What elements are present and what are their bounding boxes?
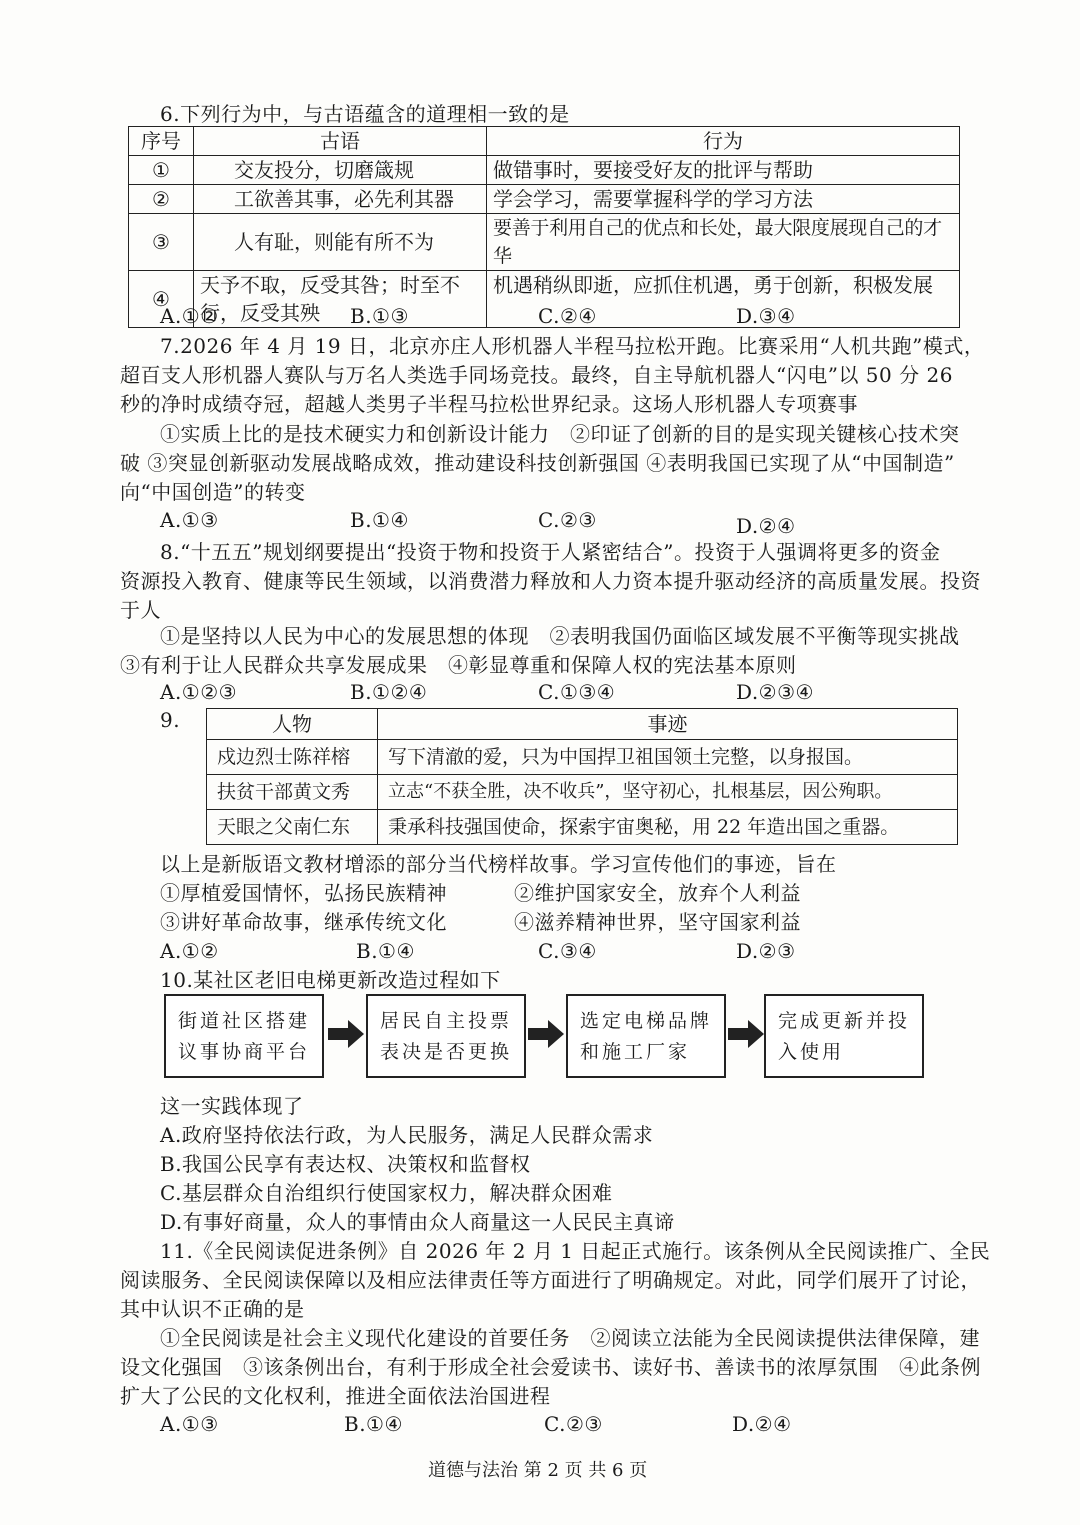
- q9-statement-3: ③讲好革命故事，继承传统文化: [160, 910, 447, 934]
- option-c: C.②③: [544, 1412, 603, 1436]
- col-header-number: 序号: [129, 127, 194, 156]
- option-c: C.①③④: [538, 680, 616, 704]
- option-a: A.①③: [160, 508, 219, 532]
- option-b: B.我国公民享有表达权、决策权和监督权: [160, 1152, 531, 1176]
- q11-line-3: 其中认识不正确的是: [120, 1297, 305, 1321]
- option-d: D.②③: [736, 939, 796, 963]
- option-a: A.①②③: [160, 680, 238, 704]
- col-header-action: 行为: [487, 127, 960, 156]
- arrow-right-icon: [728, 1020, 764, 1048]
- q11-line-1: 11.《全民阅读促进条例》自 2026 年 2 月 1 日起正式施行。该条例从全民阅读推广、全民: [160, 1239, 991, 1263]
- q11-line-2: 阅读服务、全民阅读保障以及相应法律责任等方面进行了明确规定。对此，同学们展开了讨论，: [120, 1268, 981, 1292]
- row-deed: 写下清澈的爱，只为中国捍卫祖国领土完整，以身报国。: [378, 740, 958, 775]
- row-person: 天眼之父南仁东: [207, 810, 378, 845]
- q10-prompt: 这一实践体现了: [160, 1094, 304, 1118]
- row-number: ④: [129, 271, 194, 328]
- row-number: ①: [129, 156, 194, 185]
- q7-statement-3: 向“中国创造”的转变: [120, 480, 306, 504]
- row-action: 学会学习，需要掌握科学的学习方法: [487, 185, 960, 214]
- flow-step-line: 完成更新并投: [778, 1010, 911, 1032]
- flow-step-1: [164, 994, 324, 1078]
- row-deed: 立志“不获全胜，决不收兵”，坚守初心，扎根基层，因公殉职。: [378, 775, 958, 810]
- table-row: [207, 810, 958, 845]
- arrow-right-icon: [328, 1020, 364, 1048]
- row-number: ③: [129, 214, 194, 271]
- flow-step-line: 议事协商平台: [178, 1041, 311, 1063]
- table-header-row: [207, 709, 958, 740]
- flow-step-4: [764, 994, 924, 1078]
- page-footer: 道德与法治 第 2 页 共 6 页: [428, 1460, 648, 1481]
- q9-table: [206, 708, 958, 845]
- q11-statement-1: ①全民阅读是社会主义现代化建设的首要任务 ②阅读立法能为全民阅读提供法律保障，建: [160, 1326, 980, 1350]
- flow-step-3: [566, 994, 726, 1078]
- q8-line-3: 于人: [120, 598, 161, 622]
- flow-step-2: [366, 994, 526, 1078]
- col-header-person: 人物: [207, 709, 378, 740]
- option-d: D.②③④: [736, 680, 814, 704]
- row-saying: 交友投分，切磨箴规: [194, 156, 487, 185]
- row-deed: 秉承科技强国使命，探索宇宙奥秘，用 22 年造出国之重器。: [378, 810, 958, 845]
- q7-line-3: 秒的净时成绩夺冠，超越人类男子半程马拉松世界纪录。这场人形机器人专项赛事: [120, 392, 858, 416]
- q8-line-2: 资源投入教育、健康等民生领域，以消费潜力释放和人力资本提升驱动经济的高质量发展。投资: [120, 569, 981, 593]
- option-d: D.③④: [736, 304, 796, 328]
- q10-stem: 10.某社区老旧电梯更新改造过程如下: [160, 968, 501, 992]
- col-header-deed: 事迹: [378, 709, 958, 740]
- table-row: [207, 740, 958, 775]
- row-saying: 天予不取，反受其咎；时至不行，反受其殃: [194, 271, 487, 328]
- flow-step-line: 选定电梯品牌: [580, 1010, 713, 1032]
- row-saying: 工欲善其事，必先利其器: [194, 185, 487, 214]
- q7-statement-2: 破 ③突显创新驱动发展战略成效，推动建设科技创新强国 ④表明我国已实现了从“中国制造”: [120, 451, 955, 475]
- option-b: B.①④: [350, 508, 409, 532]
- row-person: 扶贫干部黄文秀: [207, 775, 378, 810]
- flow-step-line: 表决是否更换: [380, 1041, 513, 1063]
- option-b: B.①③: [350, 304, 409, 328]
- table-row: [129, 156, 960, 185]
- flow-step-line: 街道社区搭建: [178, 1010, 311, 1032]
- option-b: B.①④: [344, 1412, 403, 1436]
- row-person: 戍边烈士陈祥榕: [207, 740, 378, 775]
- option-c: C.②③: [538, 508, 597, 532]
- option-d: D.②④: [732, 1412, 792, 1436]
- option-b: B.①④: [356, 939, 415, 963]
- q8-statement-1: ①是坚持以人民为中心的发展思想的体现 ②表明我国仍面临区域发展不平衡等现实挑战: [160, 624, 960, 648]
- row-action: 要善于利用自己的优点和长处，最大限度展现自己的才华: [487, 214, 960, 271]
- table-row: [207, 775, 958, 810]
- option-c: C.基层群众自治组织行使国家权力，解决群众困难: [160, 1181, 613, 1205]
- option-a: A.①③: [160, 1412, 219, 1436]
- option-d: D.②④: [736, 514, 796, 538]
- table-row: [129, 185, 960, 214]
- arrow-right-icon: [528, 1020, 564, 1048]
- q8-line-1: 8.“十五五”规划纲要提出“投资于物和投资于人紧密结合”。投资于人强调将更多的资金: [160, 540, 941, 564]
- q6-stem: 6.下列行为中，与古语蕴含的道理相一致的是: [160, 102, 570, 126]
- flow-step-line: 入使用: [778, 1041, 845, 1063]
- q9-statement-1: ①厚植爱国情怀，弘扬民族精神: [160, 881, 447, 905]
- q8-statement-2: ③有利于让人民群众共享发展成果 ④彰显尊重和保障人权的宪法基本原则: [120, 653, 797, 677]
- row-number: ②: [129, 185, 194, 214]
- q6-table: [128, 126, 960, 328]
- option-a: A.①②: [160, 939, 219, 963]
- option-a: A.政府坚持依法行政，为人民服务，满足人民群众需求: [160, 1123, 654, 1147]
- q9-statement-2: ②维护国家安全，放弃个人利益: [514, 881, 801, 905]
- q7-line-1: 7.2026 年 4 月 19 日，北京亦庄人形机器人半程马拉松开跑。比赛采用“人机共跑”模式，: [160, 334, 985, 358]
- q9-statement-4: ④滋养精神世界，坚守国家利益: [514, 910, 801, 934]
- row-action: 做错事时，要接受好友的批评与帮助: [487, 156, 960, 185]
- q11-statement-3: 扩大了公民的文化权利，推进全面依法治国进程: [120, 1384, 551, 1408]
- table-header-row: [129, 127, 960, 156]
- q9-stem: 以上是新版语文教材增添的部分当代榜样故事。学习宣传他们的事迹，旨在: [160, 852, 837, 876]
- q9-number: 9.: [160, 708, 181, 732]
- flow-step-line: 居民自主投票: [380, 1010, 513, 1032]
- row-action: 机遇稍纵即逝，应抓住机遇，勇于创新，积极发展: [487, 271, 960, 328]
- option-d: D.有事好商量，众人的事情由众人商量这一人民民主真谛: [160, 1210, 675, 1234]
- option-c: C.②④: [538, 304, 597, 328]
- table-row: [129, 214, 960, 271]
- q11-statement-2: 设文化强国 ③该条例出台，有利于形成全社会爱读书、读好书、善读书的浓厚氛围 ④此条例: [120, 1355, 981, 1379]
- row-saying: 人有耻，则能有所不为: [194, 214, 487, 271]
- option-b: B.①②④: [350, 680, 428, 704]
- q7-line-2: 超百支人形机器人赛队与万名人类选手同场竞技。最终，自主导航机器人“闪电”以 50 分 26: [120, 363, 953, 387]
- col-header-saying: 古语: [194, 127, 487, 156]
- option-c: C.③④: [538, 939, 597, 963]
- q7-statement-1: ①实质上比的是技术硬实力和创新设计能力 ②印证了创新的目的是实现关键核心技术突: [160, 422, 960, 446]
- option-a: A.①②: [160, 304, 219, 328]
- flow-step-line: 和施工厂家: [580, 1041, 691, 1063]
